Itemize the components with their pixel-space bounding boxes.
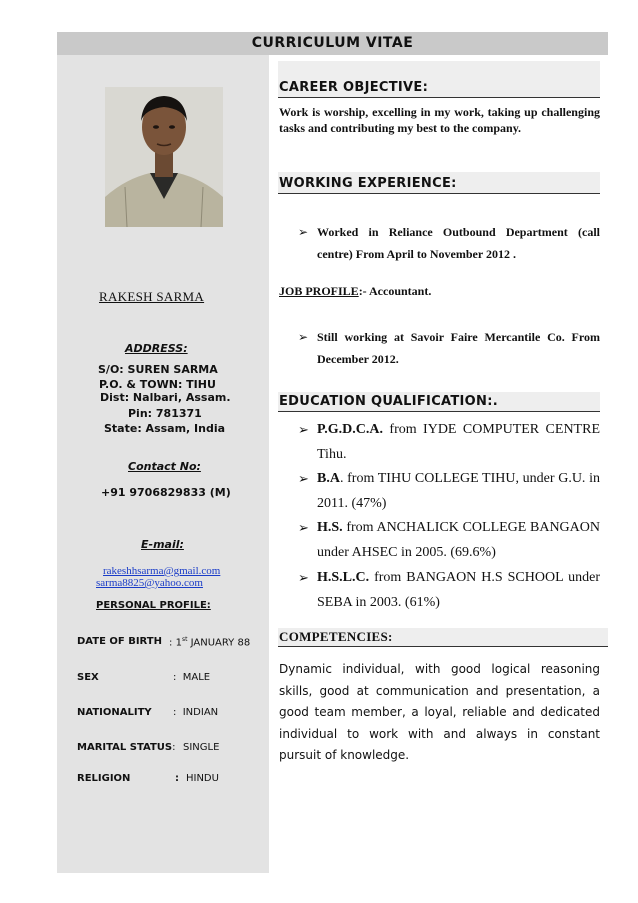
profile-label-religion: RELIGION bbox=[77, 773, 131, 784]
career-heading: CAREER OBJECTIVE: bbox=[279, 80, 429, 95]
experience-item: Still working at Savoir Faire Mercantile Co. From December 2012. bbox=[317, 330, 600, 366]
bullet-arrow-icon: ➢ bbox=[298, 571, 309, 586]
profile-label-marital-status: MARITAL STATUS: bbox=[77, 742, 176, 753]
education-item: H.S.L.C. from BANGAON H.S SCHOOL under SEBA in 2003. (61%) bbox=[317, 570, 600, 610]
competencies-text: Dynamic individual, with good logical reasoning skills, good at communication and presentation, a good team member, a loyal, reliable and dedicated individual to work with and always in constant pursuit of knowledge. bbox=[279, 662, 600, 762]
profile-value-nationality: : INDIAN bbox=[173, 707, 219, 718]
profile-value-marital-status: SINGLE bbox=[183, 742, 220, 753]
profile-value-dob: : 1st JANUARY 88 bbox=[169, 636, 251, 649]
profile-photo bbox=[105, 87, 223, 227]
address-line: Pin: 781371 bbox=[128, 407, 202, 420]
profile-label-nationality: NATIONALITY bbox=[77, 707, 152, 718]
education-item: B.A. from TIHU COLLEGE TIHU, under G.U. in 2011. (47%) bbox=[317, 471, 600, 511]
education-item: H.S. from ANCHALICK COLLEGE BANGAON under AHSEC in 2005. (69.6%) bbox=[317, 520, 600, 560]
document-title: CURRICULUM VITAE bbox=[57, 32, 608, 55]
address-heading: ADDRESS: bbox=[125, 342, 188, 355]
bullet-arrow-icon: ➢ bbox=[298, 423, 309, 438]
address-line: State: Assam, India bbox=[104, 422, 226, 435]
experience-item: Worked in Reliance Outbound Department (call centre) From April to November 2012 . bbox=[317, 225, 600, 261]
bullet-arrow-icon: ➢ bbox=[298, 472, 309, 487]
email-link[interactable]: rakeshhsarma@gmail.com bbox=[103, 565, 221, 577]
contact-number: +91 9706829833 (M) bbox=[101, 486, 231, 499]
job-profile: JOB PROFILE:- Accountant. bbox=[279, 284, 432, 298]
contact-heading: Contact No: bbox=[128, 460, 201, 473]
profile-value-religion: : HINDU bbox=[175, 773, 219, 784]
bullet-arrow-icon: ➢ bbox=[298, 330, 309, 344]
experience-heading: WORKING EXPERIENCE: bbox=[279, 176, 457, 191]
address-line: Dist: Nalbari, Assam. bbox=[100, 391, 231, 404]
career-objective-text: Work is worship, excelling in my work, taking up challenging tasks and contributing my best to the company. bbox=[279, 105, 600, 135]
profile-value-sex: : MALE bbox=[173, 672, 211, 683]
bullet-arrow-icon: ➢ bbox=[298, 225, 309, 239]
candidate-name: RAKESH SARMA bbox=[99, 289, 205, 304]
email-link[interactable]: sarma8825@yahoo.com bbox=[96, 577, 203, 589]
bullet-arrow-icon: ➢ bbox=[298, 521, 309, 536]
address-line: P.O. & TOWN: TIHU bbox=[99, 378, 216, 391]
profile-label-dob: DATE OF BIRTH bbox=[77, 636, 162, 647]
profile-label-sex: SEX bbox=[77, 672, 99, 683]
education-heading: EDUCATION QUALIFICATION:. bbox=[279, 394, 498, 409]
competencies-heading: COMPETENCIES: bbox=[279, 629, 393, 644]
address-line: S/O: SUREN SARMA bbox=[98, 363, 218, 376]
education-item: P.G.D.C.A. from IYDE COMPUTER CENTRE Tihu. bbox=[317, 422, 600, 462]
email-heading: E-mail: bbox=[141, 538, 184, 551]
personal-profile-heading: PERSONAL PROFILE: bbox=[96, 600, 211, 611]
